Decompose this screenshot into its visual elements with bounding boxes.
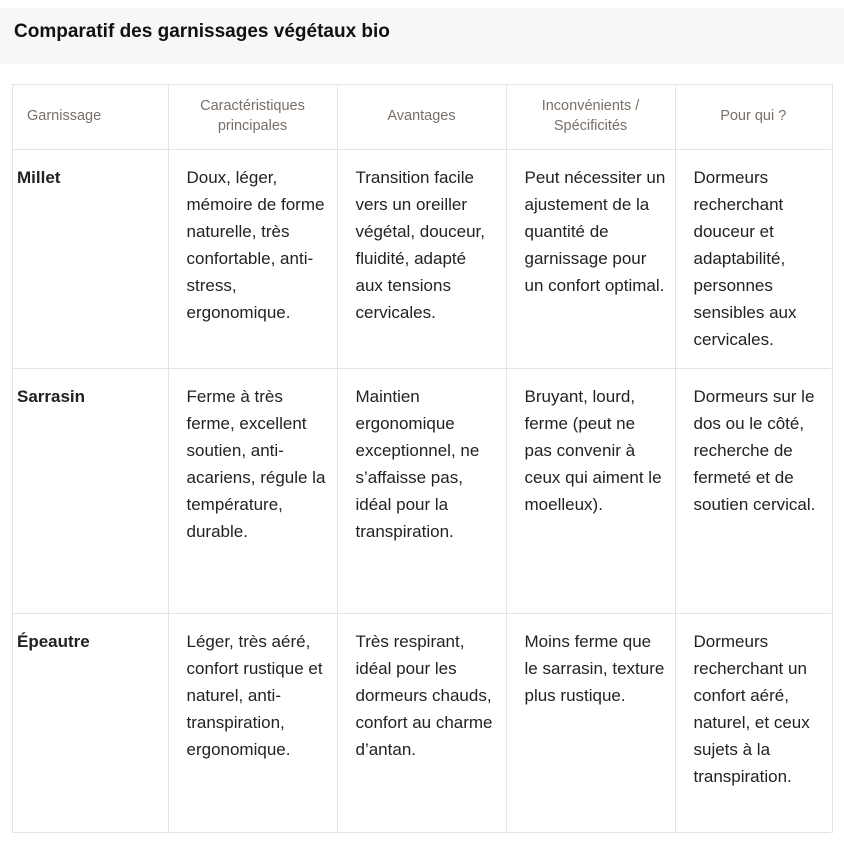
characteristics-cell: Doux, léger, mémoire de forme naturelle, très confortable, anti-stress, ergonomique. (168, 150, 337, 369)
title-bar (0, 8, 844, 64)
comparison-table-container (12, 84, 833, 833)
drawbacks-cell: Peut nécessiter un ajustement de la quantité de garnissage pour un confort optimal. (506, 150, 675, 369)
page-title: Comparatif des garnissages végétaux bio (14, 21, 390, 42)
table-header-row (13, 85, 831, 150)
advantages-cell: Maintien ergonomique exceptionnel, ne s’affaisse pas, idéal pour la transpiration. (337, 369, 506, 614)
advantages-cell: Transition facile vers un oreiller végétal, douceur, fluidité, adapté aux tensions cervicales. (337, 150, 506, 369)
filling-name: Millet (13, 150, 168, 369)
drawbacks-cell: Moins ferme que le sarrasin, texture plus rustique. (506, 614, 675, 833)
column-header-advantages: Avantages (337, 85, 506, 150)
table-row (13, 150, 831, 369)
table-row (13, 614, 831, 833)
for-whom-cell: Dormeurs sur le dos ou le côté, recherche de fermeté et de soutien cervical. (675, 369, 831, 614)
column-header-drawbacks: Inconvénients / Spécificités (506, 85, 675, 150)
drawbacks-cell: Bruyant, lourd, ferme (peut ne pas convenir à ceux qui aiment le moelleux). (506, 369, 675, 614)
for-whom-cell: Dormeurs recherchant douceur et adaptabilité, personnes sensibles aux cervicales. (675, 150, 831, 369)
column-header-characteristics: Caractéristiques principales (168, 85, 337, 150)
comparison-table (13, 85, 831, 833)
characteristics-cell: Ferme à très ferme, excellent soutien, anti-acariens, régule la température, durable. (168, 369, 337, 614)
column-header-for-whom: Pour qui ? (675, 85, 831, 150)
characteristics-cell: Léger, très aéré, confort rustique et naturel, anti-transpiration, ergonomique. (168, 614, 337, 833)
filling-name: Épeautre (13, 614, 168, 833)
advantages-cell: Très respirant, idéal pour les dormeurs chauds, confort au charme d’antan. (337, 614, 506, 833)
column-header-filling: Garnissage (13, 85, 168, 150)
filling-name: Sarrasin (13, 369, 168, 614)
for-whom-cell: Dormeurs recherchant un confort aéré, naturel, et ceux sujets à la transpiration. (675, 614, 831, 833)
table-row (13, 369, 831, 614)
